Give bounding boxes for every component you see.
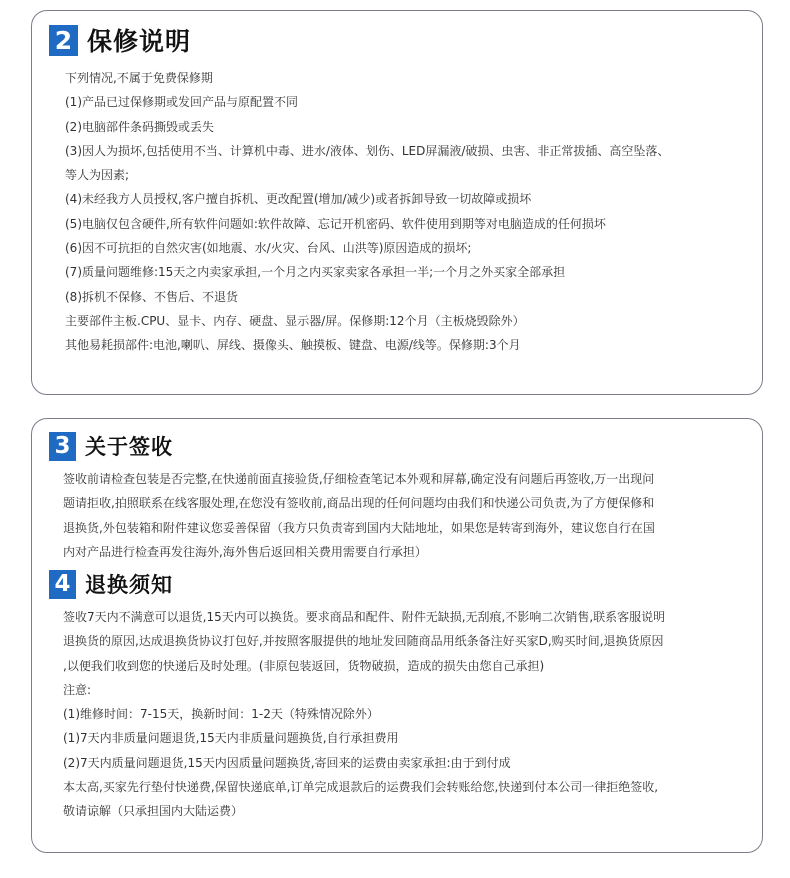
return-header (49, 569, 173, 599)
text-line: (1)7天内非质量问题退货,15天内非质量问题换货,自行承担费用 (63, 731, 399, 746)
text-line: 题请拒收,拍照联系在线客服处理,在您没有签收前,商品出现的任何问题均由我们和快递公司负责,为了方便保修和 (63, 496, 655, 511)
text-line: 等人为因素; (65, 168, 130, 183)
text-line: 其他易耗损部件:电池,喇叭、屏线、摄像头、触摸板、键盘、电源/线等。保修期:3个月 (65, 338, 521, 353)
receipt-header (49, 431, 173, 461)
text-line: (3)因人为损坏,包括使用不当、计算机中毒、进水/液体、划伤、LED屏漏液/破损、虫害、非正常拔插、高空坠落、 (65, 143, 670, 158)
text-line: 注意: (63, 682, 92, 697)
text-line: ,以便我们收到您的快递后及时处理。(非原包装返回，货物破损，造成的损失由您自己承担) (63, 658, 545, 673)
text-line: (5)电脑仅包含硬件,所有软件问题如:软件故障、忘记开机密码、软件使用到期等对电脑造成的任何损坏 (65, 216, 606, 231)
text-line: 下列情况,不属于免费保修期 (65, 71, 213, 85)
text-line: (8)拆机不保修、不售后、不退货 (65, 289, 238, 304)
text-line: 退换货,外包装箱和附件建议您妥善保留（我方只负责寄到国内大陆地址，如果您是转寄到海外，建议您自行在国 (63, 520, 655, 535)
text-line: 退换货的原因,达成退换货协议打包好,并按照客服提供的地址发回随商品用纸条备注好买家D,购买时间,退换货原因 (63, 634, 664, 649)
section-number-badge: 2 (49, 25, 78, 56)
warranty-text (65, 66, 669, 358)
text-line: (2)7天内质量问题退货,15天内因质量问题换货,寄回来的运费由卖家承担:由于到付成 (63, 755, 511, 770)
text-line: 内对产品进行检查再发往海外,海外售后返回相关费用需要自行承担） (63, 544, 427, 559)
text-line: (1)维修时间：7-15天，换新时间：1-2天（特殊情况除外） (63, 707, 379, 722)
receipt-title: 关于签收 (85, 435, 173, 459)
return-title: 退换须知 (85, 573, 173, 597)
text-line: 签收前请检查包装是否完整,在快递前面直接验货,仔细检查笔记本外观和屏幕,确定没有问题后再签收,万一出现问 (63, 472, 655, 486)
text-line: (7)质量问题维修:15天之内卖家承担,一个月之内买家卖家各承担一半;一个月之外买家全部承担 (65, 265, 566, 280)
warranty-title: 保修说明 (87, 27, 192, 56)
section-number-badge: 4 (49, 570, 76, 599)
text-line: 主要部件主板.CPU、显卡、内存、硬盘、显示器/屏。保修期:12个月（主板烧毁除外） (65, 313, 525, 328)
text-line: (6)因不可抗拒的自然灾害(如地震、水/火灾、台风、山洪等)原因造成的损坏; (65, 241, 472, 256)
return-text (63, 605, 665, 824)
section-number-badge: 3 (49, 432, 76, 461)
text-line: 签收7天内不满意可以退货,15天内可以换货。要求商品和配件、附件无缺损,无刮痕,不影响二次销售,联系客服说明 (63, 610, 666, 624)
receipt-return-panel (31, 418, 763, 853)
warranty-header (49, 22, 191, 58)
text-line: (2)电脑部件条码撕毁或丢失 (65, 119, 214, 134)
text-line: (1)产品已过保修期或发回产品与原配置不同 (65, 95, 298, 110)
text-line: 敬请谅解（只承担国内大陆运费） (63, 804, 244, 819)
text-line: (4)未经我方人员授权,客户擅自拆机、更改配置(增加/减少)或者拆卸导致一切故障或损坏 (65, 192, 532, 207)
receipt-text (63, 467, 655, 564)
warranty-panel (31, 10, 763, 395)
text-line: 本太高,买家先行垫付快递费,保留快递底单,订单完成退款后的运费我们会转账给您,快递到付本公司一律拒绝签收, (63, 780, 659, 795)
